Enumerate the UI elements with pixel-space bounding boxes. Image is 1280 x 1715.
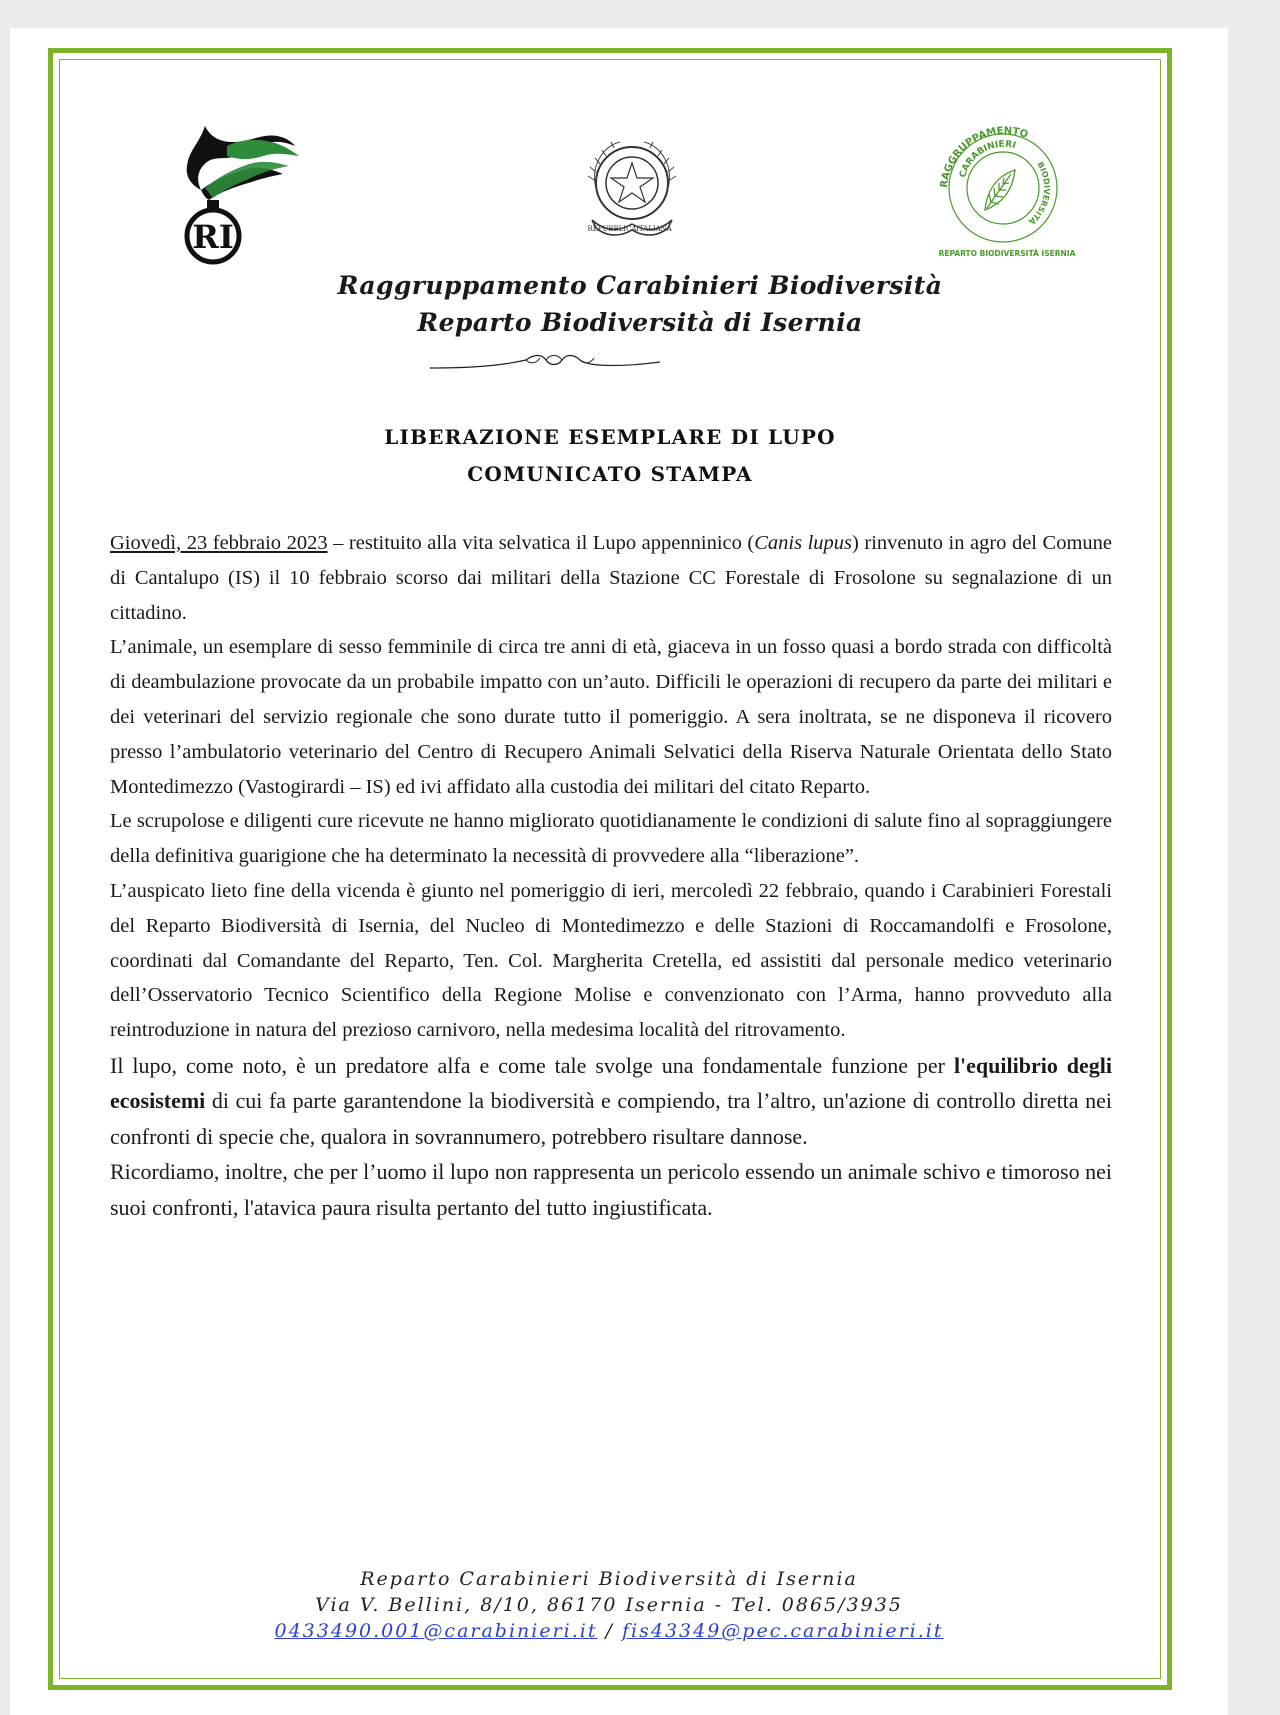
footer-separator: / (597, 1620, 622, 1642)
footer-contacts (0, 1620, 1218, 1642)
paragraph-1 (110, 526, 1112, 630)
seal-caption: REPARTO BIODIVERSITÀ ISERNIA (938, 249, 1076, 258)
emblem-ribbon-left: REPUBBLICA (587, 225, 637, 233)
monogram-label: RI (192, 218, 234, 256)
header-line-2: Reparto Biodiversità di Isernia (417, 308, 863, 337)
paragraph-2: L’animale, un esemplare di sesso femminile di circa tre anni di età, giaceva in un fosso quasi a bordo strada con difficoltà di deambulazione provocate da un probabile impatto con un’auto. Difficili le operazioni di recupero da parte dei militari e dei veterinari del servizio regionale che sono durate tutto il pomeriggio. A sera inoltrata, se ne disponeva il ricovero presso l’ambulatorio veterinario del Centro di Recupero Animali Selvatici della Riserva Naturale Orientata dello Stato Montedimezzo (Vastogirardi – IS) ed ivi affidato alla custodia dei militari del citato Reparto. (110, 636, 1112, 798)
paragraph-6: Ricordiamo, inoltre, che per l’uomo il lupo non rappresenta un pericolo essendo un animale schivo e timoroso nei suoi confronti, l'atavica paura risulta pertanto del tutto ingiustificata. (110, 1159, 1112, 1220)
footer-line-2: Via V. Bellini, 8/10, 86170 Isernia - Tel. 0865/3935 (315, 1594, 903, 1616)
email-link-2[interactable]: fis43349@pec.carabinieri.it (622, 1620, 944, 1642)
ornament-divider (430, 350, 660, 376)
paragraph-3: Le scrupolose e diligenti cure ricevute ne hanno migliorato quotidianamente le condizioni di salute fino al sopraggiungere della definitiva guarigione che ha determinato la necessità di provvedere alla “liberazione”. (110, 810, 1112, 868)
release-date: Giovedì, 23 febbraio 2023 (110, 532, 328, 554)
paragraph-5-text-b: di cui fa parte garantendone la biodiversità e compiendo, tra l’altro, un'azione di controllo diretta nei confronti di specie che, qualora in sovrannumero, potrebbero risultare dannose. (110, 1088, 1112, 1149)
paragraph-1-text-a: – restituito alla vita selvatica il Lupo appenninico ( (327, 532, 755, 554)
seal-ring-inner: CARABINIERI (958, 139, 1017, 179)
seal-ring-top: RAGGRUPPAMENTO (938, 125, 1030, 189)
paragraph-1-text-b: ) rinvenuto in agro del Comune di Cantalupo (IS) il 10 febbraio scorso dai militari della Stazione CC Forestale di Frosolone su segnalazione di un cittadino. (110, 532, 1112, 624)
header-line-1: Raggruppamento Carabinieri Biodiversità (337, 271, 943, 300)
footer-line-1: Reparto Carabinieri Biodiversità di Isernia (360, 1568, 858, 1590)
paragraph-5 (110, 1048, 1112, 1154)
italian-republic-emblem-icon (572, 128, 692, 248)
document-title-line-1: LIBERAZIONE ESEMPLARE DI LUPO (384, 425, 836, 449)
carabinieri-flame-grenade-icon (165, 120, 310, 270)
paragraph-5-text-a: Il lupo, come noto, è un predatore alfa e come tale svolge una fondamentale funzione per (110, 1052, 954, 1078)
email-link-1[interactable]: 0433490.001@carabinieri.it (274, 1620, 598, 1642)
paragraph-5-bold: l'equilibrio degli ecosistemi (110, 1052, 1112, 1114)
seal-ring-right: BIODIVERSITÀ (1026, 160, 1052, 227)
paragraph-4: L’auspicato lieto fine della vicenda è giunto nel pomeriggio di ieri, mercoledì 22 febbraio, quando i Carabinieri Forestali del Reparto Biodiversità di Isernia, del Nucleo di Montedimezzo e delle Stazioni di Roccamandolfi e Frosolone, coordinati dal Comandante del Reparto, Ten. Col. Margherita Cretella, ed assistiti dal personale medico veterinario dell’Osservatorio Tecnico Scientifico della Regione Molise e convenzionato con l’Arma, hanno provveduto alla reintroduzione in natura del prezioso carnivoro, nella medesima località del ritrovamento. (110, 879, 1112, 1042)
species-name: Canis lupus (754, 532, 853, 554)
raggruppamento-biodiversita-seal-icon (925, 118, 1085, 263)
document-title-line-2: COMUNICATO STAMPA (467, 462, 753, 486)
emblem-ribbon-right: ITALIANA (636, 225, 672, 233)
press-release-body (110, 526, 1112, 1225)
